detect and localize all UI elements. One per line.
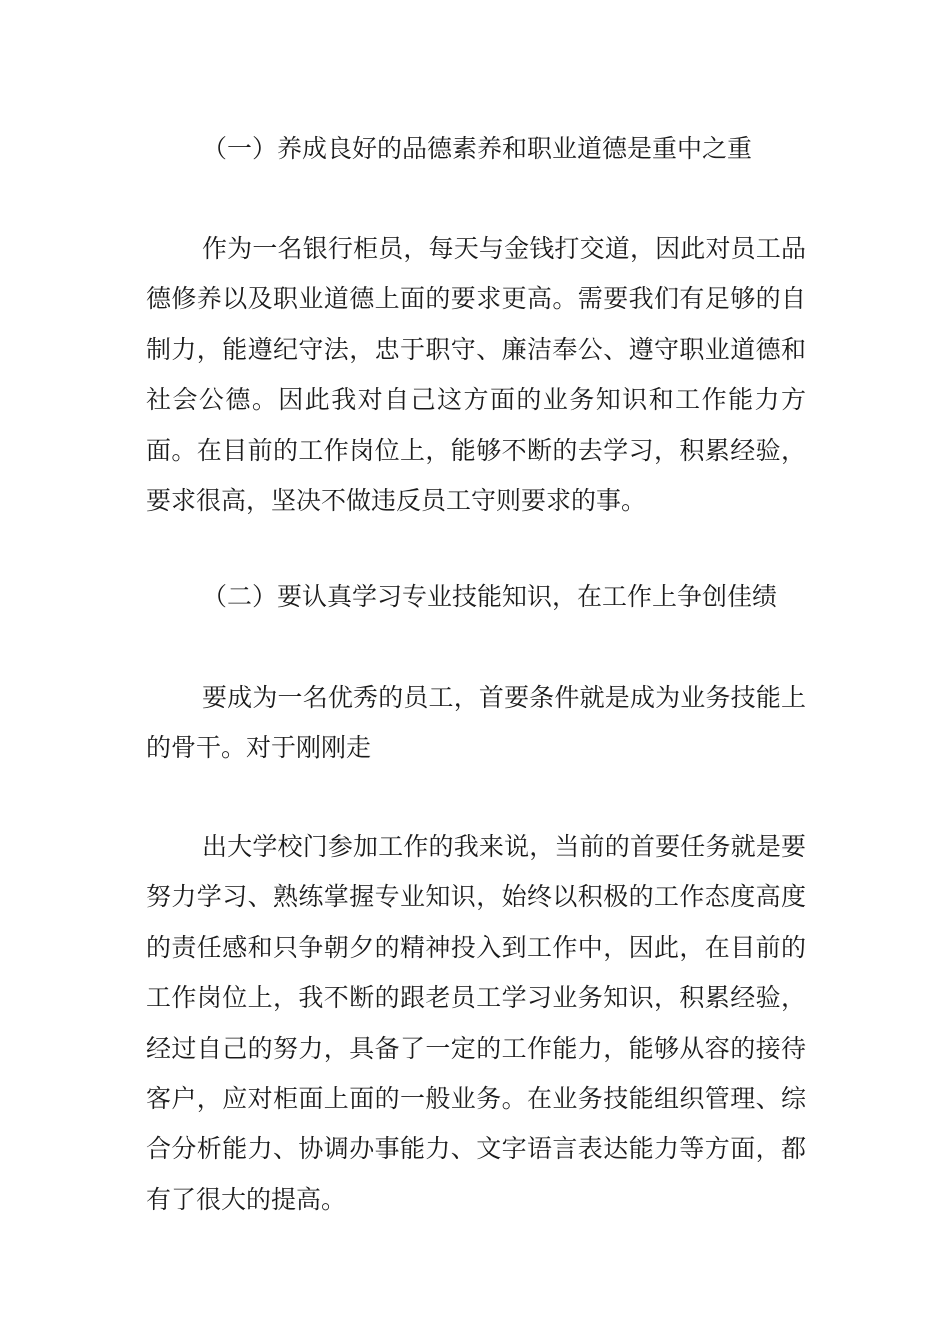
section-heading-1: （一）养成良好的品德素养和职业道德是重中之重	[202, 134, 753, 163]
paragraph-3: 出大学校门参加工作的我来说，当前的首要任务就是要努力学习、熟练掌握专业知识，始终以积极的工作态度高度的责任感和只争朝夕的精神投入到工作中，因此，在目前的工作岗位上，我不断的跟老员工学习业务知识，积累经验，经过自己的努力，具备了一定的工作能力，能够从容的接待客户，应对柜面上面的一般业务。在业务技能组织管理、综合分析能力、协调办事能力、文字语言表达能力等方面，都有了很大的提高。	[146, 832, 806, 1214]
paragraph-1: 作为一名银行柜员，每天与金钱打交道，因此对员工品德修养以及职业道德上面的要求更高。需要我们有足够的自制力，能遵纪守法，忠于职守、廉洁奉公、遵守职业道德和社会公德。因此我对自己这方面的业务知识和工作能力方面。在目前的工作岗位上，能够不断的去学习，积累经验，要求很高，坚决不做违反员工守则要求的事。	[146, 234, 806, 516]
paragraph-2: 要成为一名优秀的员工，首要条件就是成为业务技能上的骨干。对于刚刚走	[146, 683, 806, 763]
section-heading-2: （二）要认真学习专业技能知识，在工作上争创佳绩	[202, 582, 778, 611]
